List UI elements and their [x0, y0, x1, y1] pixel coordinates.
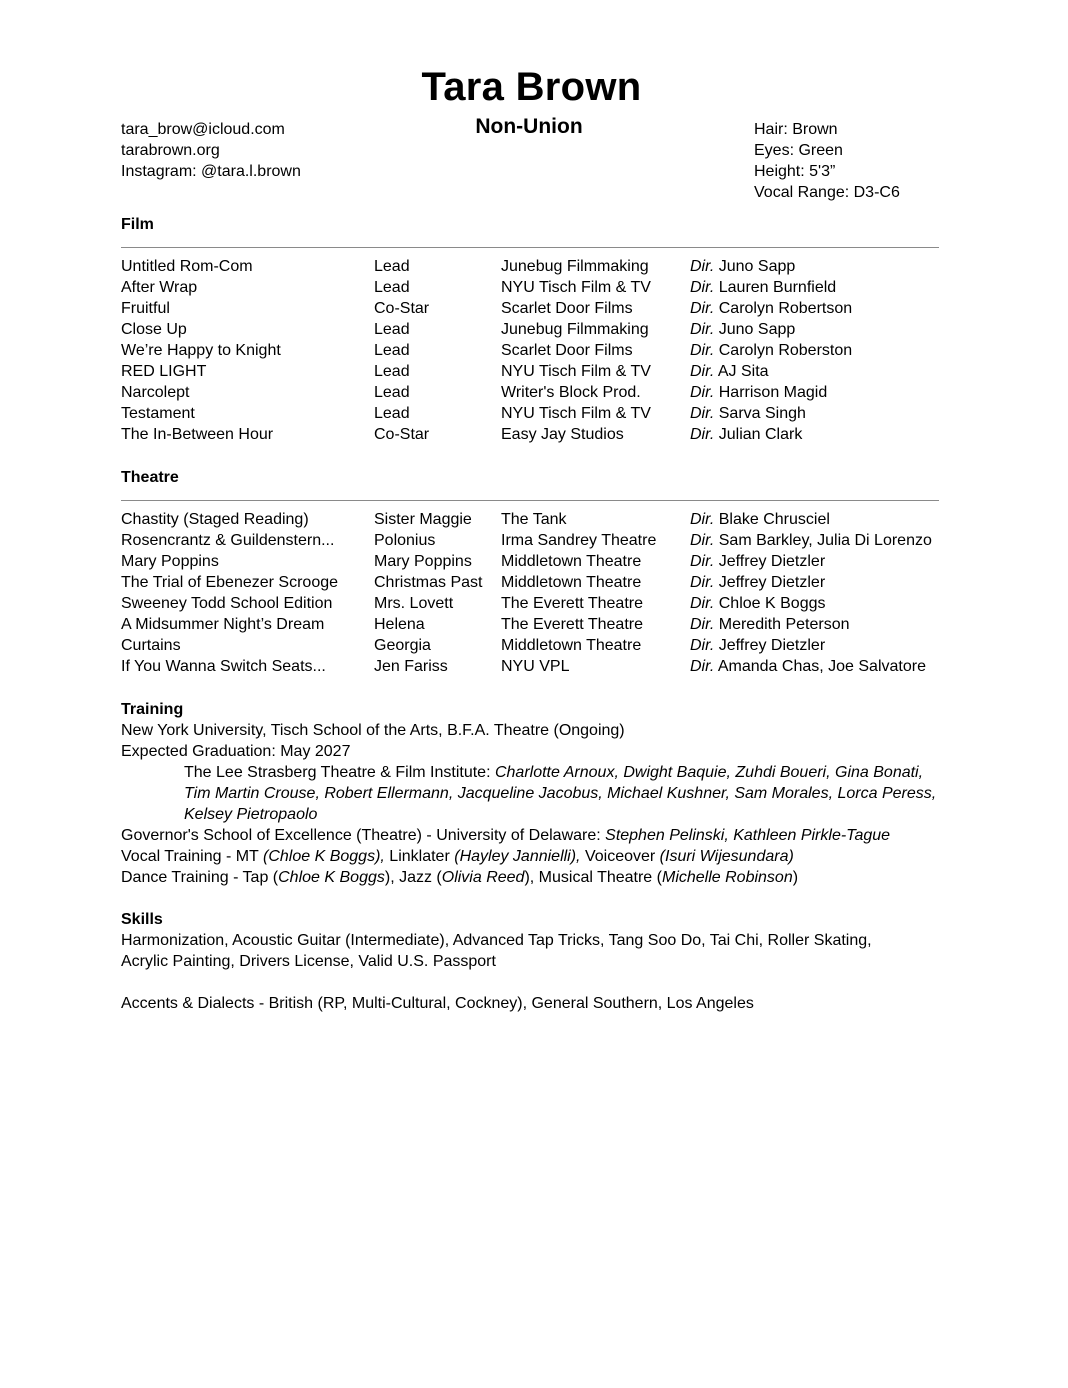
theatre-divider: [121, 500, 939, 501]
credit-company: Irma Sandrey Theatre: [501, 532, 657, 549]
director-name: Jeffrey Dietzler: [718, 574, 826, 591]
credit-title: Sweeney Todd School Edition: [121, 595, 333, 612]
dance-jazz-label: ), Jazz (: [384, 869, 442, 886]
credit-role: Lead: [374, 405, 410, 422]
credit-role: Jen Fariss: [374, 658, 448, 675]
credit-company: Middletown Theatre: [501, 553, 642, 570]
credit-company: Scarlet Door Films: [501, 342, 633, 359]
credit-title: Close Up: [121, 321, 187, 338]
credit-company: Middletown Theatre: [501, 574, 642, 591]
governors-teachers: Stephen Pelinski, Kathleen Pirkle-Tague: [605, 827, 891, 844]
director-name: Meredith Peterson: [718, 616, 850, 633]
credit-director: [690, 656, 926, 677]
director-name: Lauren Burnfield: [718, 279, 837, 296]
director-name: Harrison Magid: [718, 384, 828, 401]
jazz-teacher: Olivia Reed: [441, 869, 525, 886]
director-name: Amanda Chas, Joe Salvatore: [717, 658, 926, 675]
dance-tap-label: Dance Training - Tap (: [121, 869, 279, 886]
credit-director: [690, 424, 802, 445]
credit-role: Lead: [374, 384, 410, 401]
director-name: AJ Sita: [717, 363, 769, 380]
vocal-mt-teacher: (Chloe K Boggs),: [263, 848, 385, 865]
eyes: Eyes: Green: [754, 142, 843, 159]
dance-training: [121, 867, 944, 888]
director-name: Julian Clark: [718, 426, 803, 443]
credit-role: Lead: [374, 321, 410, 338]
dir-prefix: Dir.: [690, 658, 715, 675]
strasberg-training: [121, 762, 944, 825]
credit-company: NYU Tisch Film & TV: [501, 279, 651, 296]
credit-title: Narcolept: [121, 384, 190, 401]
linklater-teacher: (Hayley Jannielli),: [454, 848, 581, 865]
credit-director: [690, 551, 825, 572]
physical-stats: [754, 119, 900, 203]
dance-mt-label: ), Musical Theatre (: [524, 869, 662, 886]
credit-company: The Everett Theatre: [501, 595, 643, 612]
training-section: [121, 720, 944, 888]
credit-role: Mrs. Lovett: [374, 595, 454, 612]
credit-title: Untitled Rom-Com: [121, 258, 253, 275]
director-name: Sarva Singh: [718, 405, 806, 422]
governors-training: [121, 825, 944, 846]
credit-director: [690, 572, 825, 593]
credit-company: Junebug Filmmaking: [501, 321, 649, 338]
email: tara_brow@icloud.com: [121, 121, 285, 138]
credit-role: Sister Maggie: [374, 511, 472, 528]
actor-name: Tara Brown: [421, 65, 642, 109]
credit-title: Rosencrantz & Guildenstern...: [121, 532, 335, 549]
film-heading: Film: [121, 216, 154, 233]
credit-company: Junebug Filmmaking: [501, 258, 649, 275]
director-name: Jeffrey Dietzler: [718, 637, 826, 654]
dance-close: ): [792, 869, 799, 886]
theatre-heading: Theatre: [121, 469, 179, 486]
credit-title: The Trial of Ebenezer Scrooge: [121, 574, 339, 591]
accents-dialects: Accents & Dialects - British (RP, Multi-Cultural, Cockney), General Southern, Los Angeles: [121, 995, 754, 1012]
height: Height: 5'3”: [754, 163, 836, 180]
union-status: Non-Union: [475, 115, 583, 138]
credit-company: NYU Tisch Film & TV: [501, 405, 651, 422]
credit-director: [690, 635, 825, 656]
credit-director: [690, 298, 852, 319]
director-name: Chloe K Boggs: [718, 595, 826, 612]
vocal-range: Vocal Range: D3-C6: [754, 184, 900, 201]
dir-prefix: Dir.: [690, 616, 715, 633]
credit-title: After Wrap: [121, 279, 198, 296]
graduation-date: Expected Graduation: May 2027: [121, 743, 351, 760]
contact-info: [121, 119, 301, 182]
skills-heading: Skills: [121, 911, 163, 928]
dir-prefix: Dir.: [690, 595, 715, 612]
website: tarabrown.org: [121, 142, 220, 159]
credit-title: If You Wanna Switch Seats...: [121, 658, 326, 675]
credit-role: Mary Poppins: [374, 553, 472, 570]
dir-prefix: Dir.: [690, 279, 715, 296]
instagram: Instagram: @tara.l.brown: [121, 163, 301, 180]
credit-director: [690, 277, 836, 298]
credit-company: Middletown Theatre: [501, 637, 642, 654]
credit-title: Curtains: [121, 637, 181, 654]
credit-role: Georgia: [374, 637, 431, 654]
director-name: Carolyn Roberston: [718, 342, 853, 359]
dir-prefix: Dir.: [690, 258, 715, 275]
credit-title: We’re Happy to Knight: [121, 342, 281, 359]
credit-title: Chastity (Staged Reading): [121, 511, 309, 528]
director-name: Jeffrey Dietzler: [718, 553, 826, 570]
director-name: Sam Barkley, Julia Di Lorenzo: [718, 532, 932, 549]
tap-teacher: Chloe K Boggs: [278, 869, 385, 886]
credit-company: Easy Jay Studios: [501, 426, 624, 443]
strasberg-label: The Lee Strasberg Theatre & Film Institute:: [184, 764, 491, 781]
spacer: [121, 972, 872, 993]
credit-role: Polonius: [374, 532, 436, 549]
credit-title: Testament: [121, 405, 195, 422]
credit-role: Christmas Past: [374, 574, 483, 591]
dir-prefix: Dir.: [690, 300, 715, 317]
credit-director: [690, 593, 825, 614]
dance-mt-teacher: Michelle Robinson: [661, 869, 793, 886]
dir-prefix: Dir.: [690, 405, 715, 422]
credit-company: The Tank: [501, 511, 567, 528]
credit-director: [690, 530, 932, 551]
governors-label: Governor's School of Excellence (Theatre) - University of Delaware:: [121, 827, 601, 844]
credit-role: Co-Star: [374, 426, 430, 443]
hair: Hair: Brown: [754, 121, 838, 138]
credit-title: The In-Between Hour: [121, 426, 274, 443]
credit-title: Fruitful: [121, 300, 170, 317]
credit-role: Lead: [374, 363, 410, 380]
dir-prefix: Dir.: [690, 553, 715, 570]
credit-role: Co-Star: [374, 300, 430, 317]
strasberg-teachers: Charlotte Arnoux, Dwight Baquie, Zuhdi Boueri, Gina Bonati, Tim Martin Crouse, Robert Ellermann, Jacqueline Jacobus, Michael Kushner, Sam Morales, Lorca Peress, Kelsey Pietropaolo: [184, 764, 937, 823]
credit-director: [690, 340, 852, 361]
credit-company: NYU Tisch Film & TV: [501, 363, 651, 380]
credit-company: NYU VPL: [501, 658, 570, 675]
dir-prefix: Dir.: [690, 321, 715, 338]
credit-company: The Everett Theatre: [501, 616, 643, 633]
credit-director: [690, 256, 795, 277]
dir-prefix: Dir.: [690, 342, 715, 359]
training-heading: Training: [121, 701, 184, 718]
credit-role: Lead: [374, 258, 410, 275]
director-name: Juno Sapp: [718, 258, 796, 275]
credit-role: Helena: [374, 616, 425, 633]
dir-prefix: Dir.: [690, 574, 715, 591]
credit-director: [690, 614, 849, 635]
vocal-training: [121, 846, 944, 867]
voiceover-label: Voiceover: [584, 848, 656, 865]
director-name: Blake Chrusciel: [718, 511, 830, 528]
skills-section: [121, 930, 872, 1014]
credit-company: Scarlet Door Films: [501, 300, 633, 317]
nyu-training: New York University, Tisch School of the Arts, B.F.A. Theatre (Ongoing): [121, 722, 625, 739]
director-name: Carolyn Robertson: [718, 300, 853, 317]
dir-prefix: Dir.: [690, 426, 715, 443]
credit-company: Writer's Block Prod.: [501, 384, 641, 401]
linklater-label: Linklater: [389, 848, 450, 865]
credit-director: [690, 319, 795, 340]
credit-director: [690, 509, 830, 530]
credit-title: RED LIGHT: [121, 363, 207, 380]
vocal-label: Vocal Training - MT: [121, 848, 259, 865]
skills-line-2: Acrylic Painting, Drivers License, Valid U.S. Passport: [121, 953, 496, 970]
dir-prefix: Dir.: [690, 511, 715, 528]
credit-director: [690, 382, 827, 403]
film-divider: [121, 247, 939, 248]
credit-title: A Midsummer Night’s Dream: [121, 616, 325, 633]
credit-role: Lead: [374, 342, 410, 359]
director-name: Juno Sapp: [718, 321, 796, 338]
dir-prefix: Dir.: [690, 363, 715, 380]
credit-role: Lead: [374, 279, 410, 296]
credit-director: [690, 361, 769, 382]
dir-prefix: Dir.: [690, 637, 715, 654]
voiceover-teacher: (Isuri Wijesundara): [659, 848, 794, 865]
dir-prefix: Dir.: [690, 532, 715, 549]
dir-prefix: Dir.: [690, 384, 715, 401]
skills-line-1: Harmonization, Acoustic Guitar (Intermediate), Advanced Tap Tricks, Tang Soo Do, Tai Chi, Roller Skating,: [121, 932, 872, 949]
credit-director: [690, 403, 806, 424]
credit-title: Mary Poppins: [121, 553, 219, 570]
